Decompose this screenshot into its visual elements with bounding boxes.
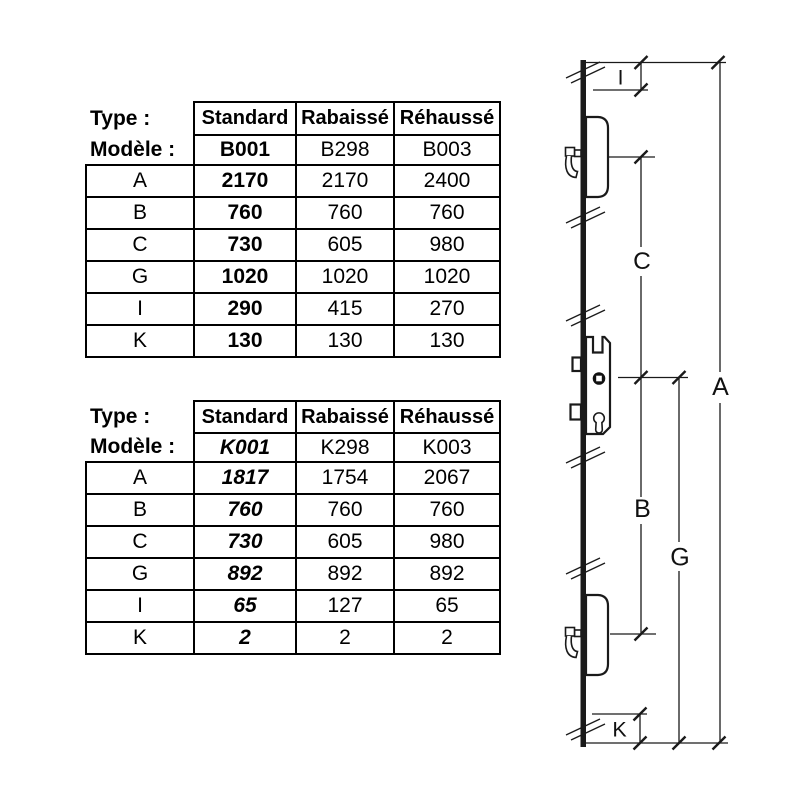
value-cell: 65 [194,590,296,622]
value-cell: 605 [296,229,394,261]
lock-case [571,337,611,434]
follower-hub [593,372,606,385]
row-label: B [86,197,194,229]
value-cell: 2 [194,622,296,654]
row-label: B [86,494,194,526]
value-cell: 1754 [296,462,394,494]
model-cell: B298 [296,135,394,165]
model-cell: B003 [394,135,500,165]
row-label: G [86,261,194,293]
column-header: Standard [194,401,296,433]
row-label: G [86,558,194,590]
value-cell: 290 [194,293,296,325]
value-cell: 127 [296,590,394,622]
dimension-I [586,56,726,97]
top-hook [566,148,582,178]
value-cell: 892 [194,558,296,590]
dim-label-K: K [612,717,627,742]
column-header: Réhaussé [394,401,500,433]
value-cell: 130 [194,325,296,357]
column-header: Rabaissé [296,102,394,135]
bottom-hook-keeper [566,595,609,675]
model-cell: B001 [194,135,296,165]
value-cell: 1020 [394,261,500,293]
value-cell: 760 [194,494,296,526]
value-cell: 760 [296,494,394,526]
row-label: A [86,462,194,494]
row-label: I [86,293,194,325]
row-label: K [86,325,194,357]
lock-mechanism-diagram [550,40,785,765]
deadbolt [571,405,582,420]
value-cell: 760 [194,197,296,229]
value-cell: 270 [394,293,500,325]
value-cell: 2067 [394,462,500,494]
type-label: Type : [90,405,151,428]
value-cell: 760 [296,197,394,229]
value-cell: 2170 [194,165,296,197]
dim-label-G: G [670,543,690,572]
column-header: Rabaissé [296,401,394,433]
value-cell: 980 [394,526,500,558]
column-header: Réhaussé [394,102,500,135]
value-cell: 2400 [394,165,500,197]
dim-label-A: A [712,373,729,401]
dimension-C [607,151,655,378]
latch-bolt [573,358,582,372]
value-cell: 892 [296,558,394,590]
row-label: C [86,526,194,558]
row-label: K [86,622,194,654]
value-cell: 760 [394,197,500,229]
value-cell: 1020 [194,261,296,293]
bottom-hook [566,628,582,658]
value-cell: 415 [296,293,394,325]
value-cell: 130 [394,325,500,357]
row-label: A [86,165,194,197]
dimension-A [712,63,729,744]
model-cell: K298 [296,433,394,462]
euro-cylinder [594,413,605,433]
type-label: Type : [90,106,151,130]
value-cell: 605 [296,526,394,558]
value-cell: 730 [194,229,296,261]
dim-label-I: I [617,66,624,90]
value-cell: 760 [394,494,500,526]
value-cell: 65 [394,590,500,622]
dim-label-B: B [634,495,651,523]
spec-table-b001 [85,101,501,358]
value-cell: 1020 [296,261,394,293]
dimension-B [610,378,656,641]
value-cell: 130 [296,325,394,357]
model-label: Modèle : [90,435,176,458]
model-cell: K001 [194,433,296,462]
value-cell: 730 [194,526,296,558]
dimension-K [584,708,728,750]
dim-label-C: C [633,248,651,275]
value-cell: 892 [394,558,500,590]
column-header: Standard [194,102,296,135]
spec-table-k001 [85,400,501,655]
value-cell: 2 [394,622,500,654]
model-cell: K003 [394,433,500,462]
value-cell: 1817 [194,462,296,494]
row-label: C [86,229,194,261]
value-cell: 2 [296,622,394,654]
value-cell: 2170 [296,165,394,197]
model-label: Modèle : [90,137,176,161]
row-label: I [86,590,194,622]
value-cell: 980 [394,229,500,261]
dimension-G [670,378,689,744]
top-hook-keeper [566,117,609,197]
